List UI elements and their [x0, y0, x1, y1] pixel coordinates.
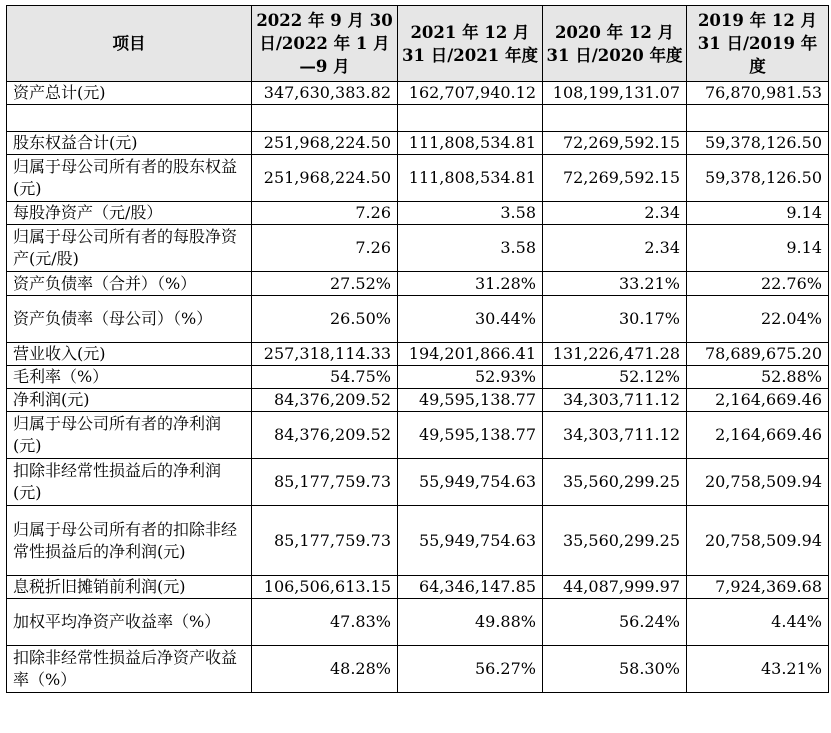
cell-value: 59,378,126.50 [687, 132, 829, 155]
cell-value: 20,758,509.94 [687, 459, 829, 506]
cell-value: 84,376,209.52 [252, 389, 398, 412]
table-row [7, 389, 829, 412]
header-2021: 2021 年 12 月 31 日/2021 年度 [398, 6, 543, 82]
spacer-row [7, 105, 829, 132]
cell-value: 27.52% [252, 272, 398, 296]
cell-value: 56.24% [543, 599, 687, 646]
cell-value: 43.21% [687, 646, 829, 693]
row-label: 资产总计(元) [7, 82, 252, 105]
cell-value: 72,269,592.15 [543, 132, 687, 155]
cell-value: 7.26 [252, 202, 398, 225]
cell-value: 54.75% [252, 366, 398, 389]
table-row [7, 132, 829, 155]
cell-value: 34,303,711.12 [543, 389, 687, 412]
cell-value: 106,506,613.15 [252, 576, 398, 599]
cell-value: 72,269,592.15 [543, 155, 687, 202]
row-label: 归属于母公司所有者的每股净资产(元/股) [7, 225, 252, 272]
cell-value: 108,199,131.07 [543, 82, 687, 105]
cell-value: 56.27% [398, 646, 543, 693]
cell-value: 85,177,759.73 [252, 459, 398, 506]
row-label: 归属于母公司所有者的股东权益(元) [7, 155, 252, 202]
cell-value: 78,689,675.20 [687, 343, 829, 366]
cell-value: 84,376,209.52 [252, 412, 398, 459]
cell-value: 52.88% [687, 366, 829, 389]
table-row [7, 343, 829, 366]
cell-value: 58.30% [543, 646, 687, 693]
cell-value: 33.21% [543, 272, 687, 296]
cell-value: 7,924,369.68 [687, 576, 829, 599]
cell-value: 3.58 [398, 202, 543, 225]
cell-value: 34,303,711.12 [543, 412, 687, 459]
table-row [7, 412, 829, 459]
table-row [7, 202, 829, 225]
cell-value: 22.76% [687, 272, 829, 296]
row-label: 扣除非经常性损益后净资产收益率（%） [7, 646, 252, 693]
cell-value: 22.04% [687, 296, 829, 343]
cell-value: 162,707,940.12 [398, 82, 543, 105]
row-label: 资产负债率（合并）（%） [7, 272, 252, 296]
cell-value: 251,968,224.50 [252, 155, 398, 202]
table-row [7, 225, 829, 272]
cell-value: 52.93% [398, 366, 543, 389]
cell-value: 35,560,299.25 [543, 459, 687, 506]
cell-value: 111,808,534.81 [398, 132, 543, 155]
row-label: 息税折旧摊销前利润(元) [7, 576, 252, 599]
row-label: 归属于母公司所有者的扣除非经常性损益后的净利润(元) [7, 506, 252, 576]
cell-value: 7.26 [252, 225, 398, 272]
cell-value: 31.28% [398, 272, 543, 296]
row-label: 股东权益合计(元) [7, 132, 252, 155]
cell-value: 49,595,138.77 [398, 412, 543, 459]
row-label: 加权平均净资产收益率（%） [7, 599, 252, 646]
cell-value: 111,808,534.81 [398, 155, 543, 202]
cell-value: 35,560,299.25 [543, 506, 687, 576]
table-row [7, 576, 829, 599]
cell-value: 64,346,147.85 [398, 576, 543, 599]
table-row [7, 366, 829, 389]
row-label: 资产负债率（母公司）（%） [7, 296, 252, 343]
cell-value: 48.28% [252, 646, 398, 693]
cell-value: 55,949,754.63 [398, 459, 543, 506]
cell-value: 2,164,669.46 [687, 389, 829, 412]
table-row [7, 272, 829, 296]
table-row [7, 155, 829, 202]
cell-value: 30.44% [398, 296, 543, 343]
cell-value: 194,201,866.41 [398, 343, 543, 366]
row-label: 毛利率（%） [7, 366, 252, 389]
cell-value: 55,949,754.63 [398, 506, 543, 576]
cell-value: 4.44% [687, 599, 829, 646]
table-row [7, 646, 829, 693]
financial-data-table [6, 5, 829, 693]
row-label: 营业收入(元) [7, 343, 252, 366]
cell-value: 2.34 [543, 202, 687, 225]
table-row [7, 459, 829, 506]
header-item: 项目 [7, 6, 252, 82]
cell-value: 251,968,224.50 [252, 132, 398, 155]
cell-value: 9.14 [687, 202, 829, 225]
cell-value: 52.12% [543, 366, 687, 389]
row-label: 每股净资产（元/股） [7, 202, 252, 225]
cell-value: 26.50% [252, 296, 398, 343]
cell-value: 59,378,126.50 [687, 155, 829, 202]
table-row [7, 506, 829, 576]
table-row [7, 296, 829, 343]
cell-value: 347,630,383.82 [252, 82, 398, 105]
table-row [7, 599, 829, 646]
table-row [7, 82, 829, 105]
cell-value: 257,318,114.33 [252, 343, 398, 366]
cell-value: 2,164,669.46 [687, 412, 829, 459]
cell-value: 76,870,981.53 [687, 82, 829, 105]
cell-value: 47.83% [252, 599, 398, 646]
cell-value: 9.14 [687, 225, 829, 272]
cell-value: 20,758,509.94 [687, 506, 829, 576]
cell-value: 49.88% [398, 599, 543, 646]
row-label: 扣除非经常性损益后的净利润(元) [7, 459, 252, 506]
row-label: 归属于母公司所有者的净利润(元) [7, 412, 252, 459]
header-2020: 2020 年 12 月 31 日/2020 年度 [543, 6, 687, 82]
row-label: 净利润(元) [7, 389, 252, 412]
cell-value: 30.17% [543, 296, 687, 343]
header-2022q3: 2022 年 9 月 30 日/2022 年 1 月—9 月 [252, 6, 398, 82]
table-header-row [7, 6, 829, 82]
cell-value: 49,595,138.77 [398, 389, 543, 412]
cell-value: 3.58 [398, 225, 543, 272]
header-2019: 2019 年 12 月 31 日/2019 年度 [687, 6, 829, 82]
cell-value: 85,177,759.73 [252, 506, 398, 576]
cell-value: 131,226,471.28 [543, 343, 687, 366]
cell-value: 2.34 [543, 225, 687, 272]
cell-value: 44,087,999.97 [543, 576, 687, 599]
